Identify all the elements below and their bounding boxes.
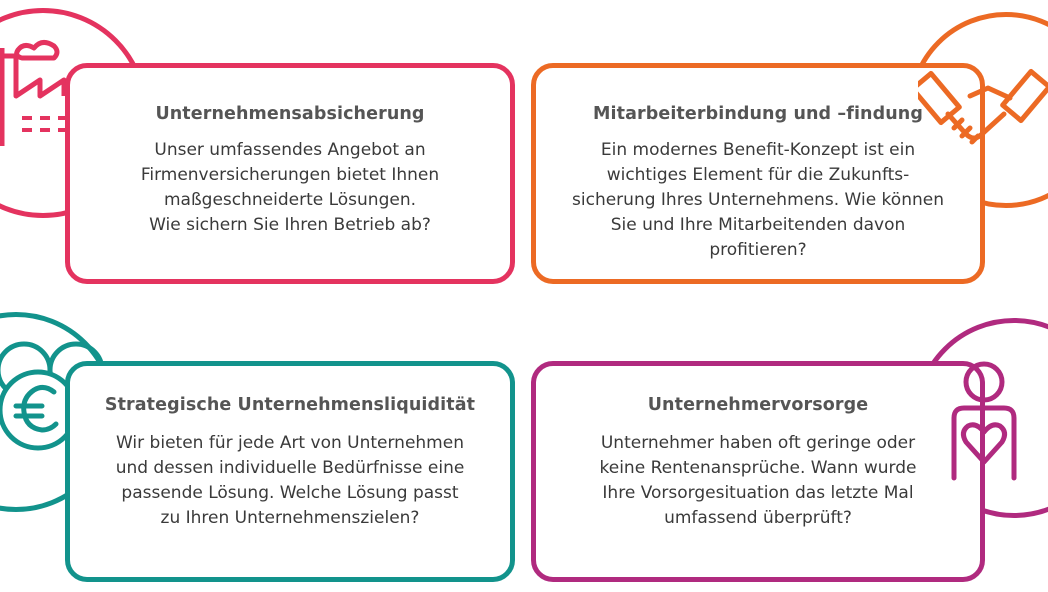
card-title: Unternehmensabsicherung xyxy=(155,104,425,124)
card-text-line: Sie und Ihre Mitarbeitenden davon xyxy=(610,215,906,235)
card-liquiditaet[interactable] xyxy=(65,361,515,582)
card-text-line: passende Lösung. Welche Lösung passt xyxy=(121,483,459,503)
card-text-line: keine Rentenansprüche. Wann wurde xyxy=(599,458,917,478)
card-unternehmensabsicherung[interactable] xyxy=(65,63,515,284)
card-text-line: maßgeschneiderte Lösungen. xyxy=(163,190,417,210)
card-unternehmervorsorge[interactable] xyxy=(531,361,985,582)
card-text-line: Firmenversicherungen bietet Ihnen xyxy=(140,165,440,185)
card-text-line: sicherung Ihres Unternehmens. Wie können xyxy=(572,190,944,210)
card-title: Mitarbeiterbindung und –findung xyxy=(593,104,923,124)
card-text-line: wichtiges Element für die Zukunfts- xyxy=(606,165,910,185)
card-text-line: zu Ihren Unternehmenszielen? xyxy=(160,508,420,528)
person-heart-icon xyxy=(936,358,1032,488)
card-text-line: Unser umfassendes Angebot an xyxy=(154,140,426,160)
handshake-icon xyxy=(918,56,1048,156)
card-text-line: umfassend überprüft? xyxy=(664,508,852,528)
card-text-line: Wie sichern Sie Ihren Betrieb ab? xyxy=(149,215,431,235)
card-mitarbeiterbindung[interactable] xyxy=(531,63,985,284)
card-text-line: Ein modernes Benefit-Konzept ist ein xyxy=(600,140,916,160)
card-text-line: Wir bieten für jede Art von Unternehmen xyxy=(116,433,464,453)
card-title: Unternehmervorsorge xyxy=(647,395,869,415)
card-text-line: profitieren? xyxy=(709,240,807,260)
card-text-line: Ihre Vorsorgesituation das letzte Mal xyxy=(602,483,914,503)
card-text-line: Unternehmer haben oft geringe oder xyxy=(600,433,916,453)
card-text-line: und dessen individuelle Bedürfnisse eine xyxy=(115,458,465,478)
card-title: Strategische Unternehmensliquidität xyxy=(104,395,476,415)
